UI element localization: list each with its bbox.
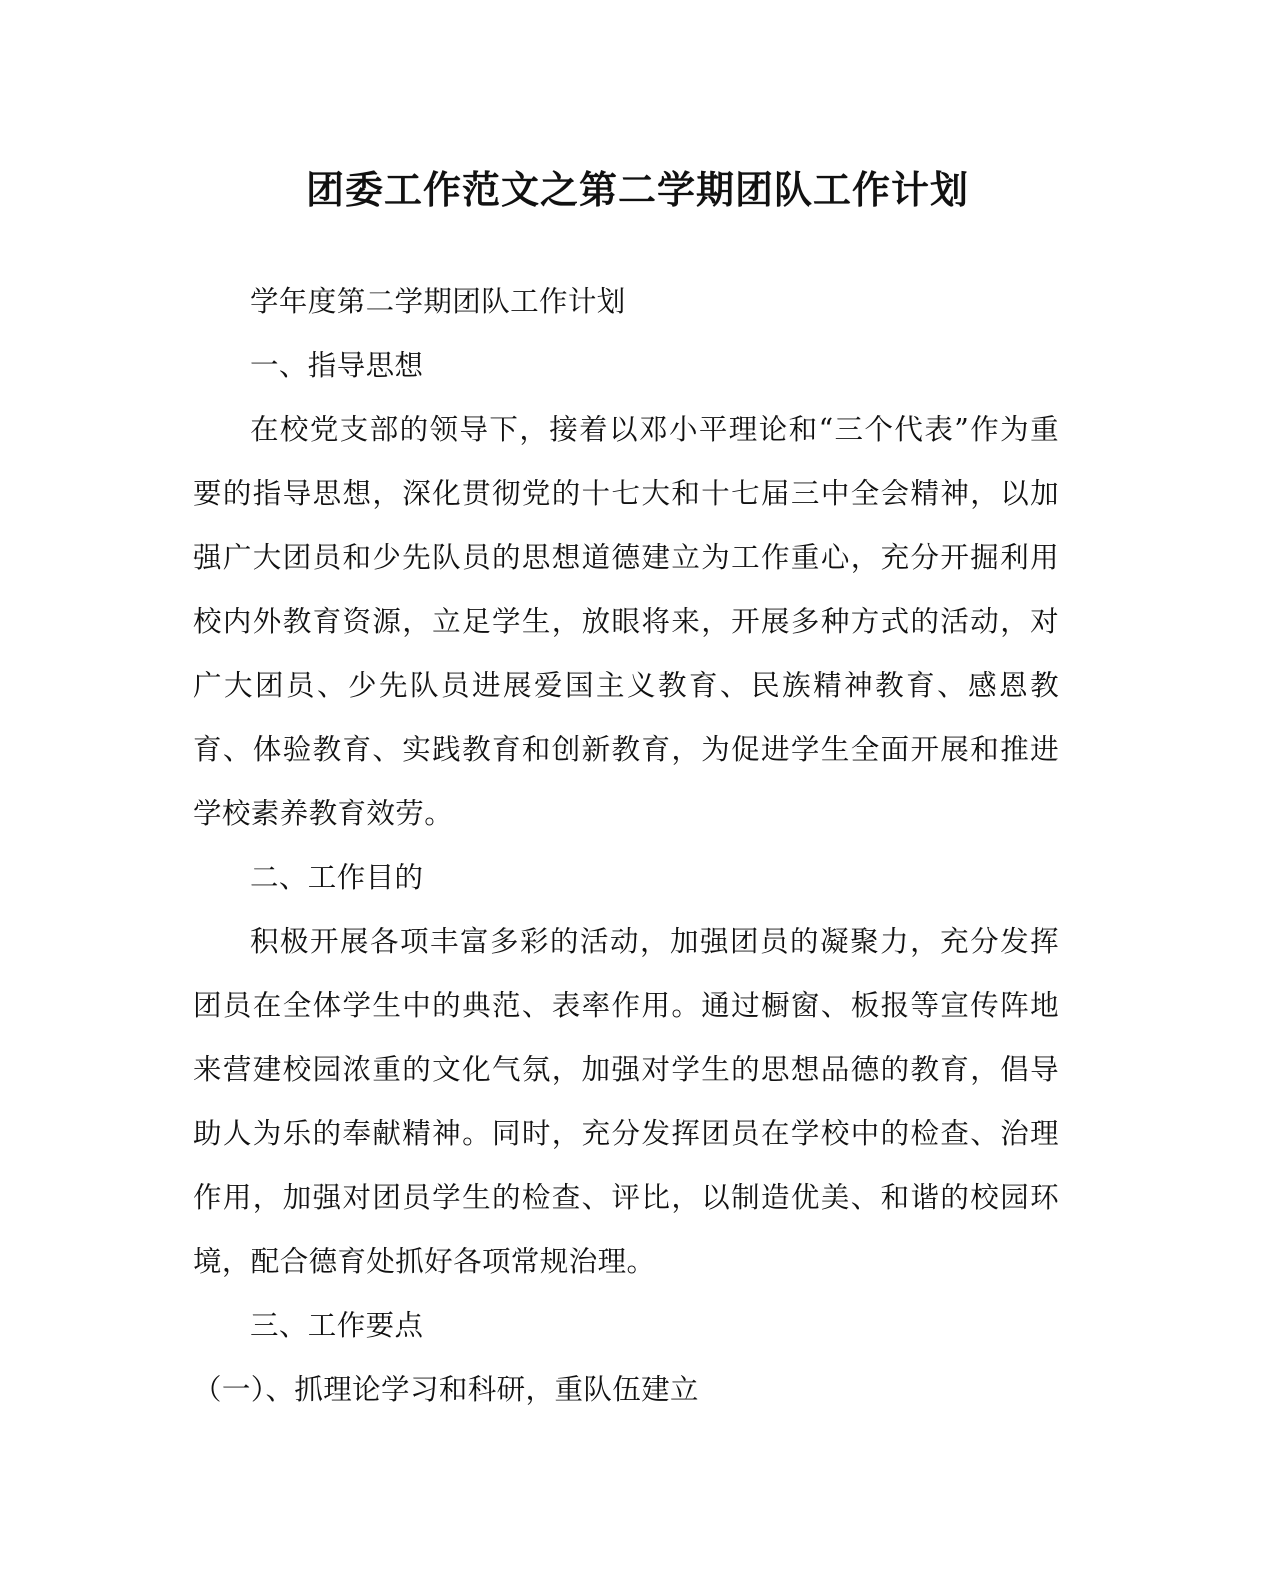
paragraph-guiding-ideology: 在校党支部的领导下，接着以邓小平理论和“三个代表”作为重要的指导思想，深化贯彻党的十七大和十七届三中全会精神，以加强广大团员和少先队员的思想道德建立为工作重心，充分开掘利用校内外教育资源，立足学生，放眼将来，开展多种方式的活动，对广大团员、少先队员进展爱国主义教育、民族精神教育、感恩教育、体验教育、实践教育和创新教育，为促进学生全面开展和推进学校素养教育效劳。 (193, 413, 1059, 830)
paragraph-work-goals: 积极开展各项丰富多彩的活动，加强团员的凝聚力，充分发挥团员在全体学生中的典范、表率作用。通过橱窗、板报等宣传阵地来营建校园浓重的文化气氛，加强对学生的思想品德的教育，倡导助人为乐的奉献精神。同时，充分发挥团员在学校中的检查、治理作用，加强对团员学生的检查、评比，以制造优美、和谐的校园环境，配合德育处抓好各项常规治理。 (193, 925, 1059, 1278)
document-subtitle: 学年度第二学期团队工作计划 (250, 285, 626, 318)
section-heading-guiding-ideology: 一、指导思想 (250, 349, 424, 382)
section-heading-work-goals: 二、工作目的 (250, 861, 424, 894)
document-body (193, 270, 1059, 1422)
section-heading-work-points: 三、工作要点 (250, 1309, 424, 1342)
document-title: 团委工作范文之第二学期团队工作计划 (305, 167, 969, 212)
subsection-heading-theory-study: （一）、抓理论学习和科研，重队伍建立 (193, 1373, 699, 1406)
